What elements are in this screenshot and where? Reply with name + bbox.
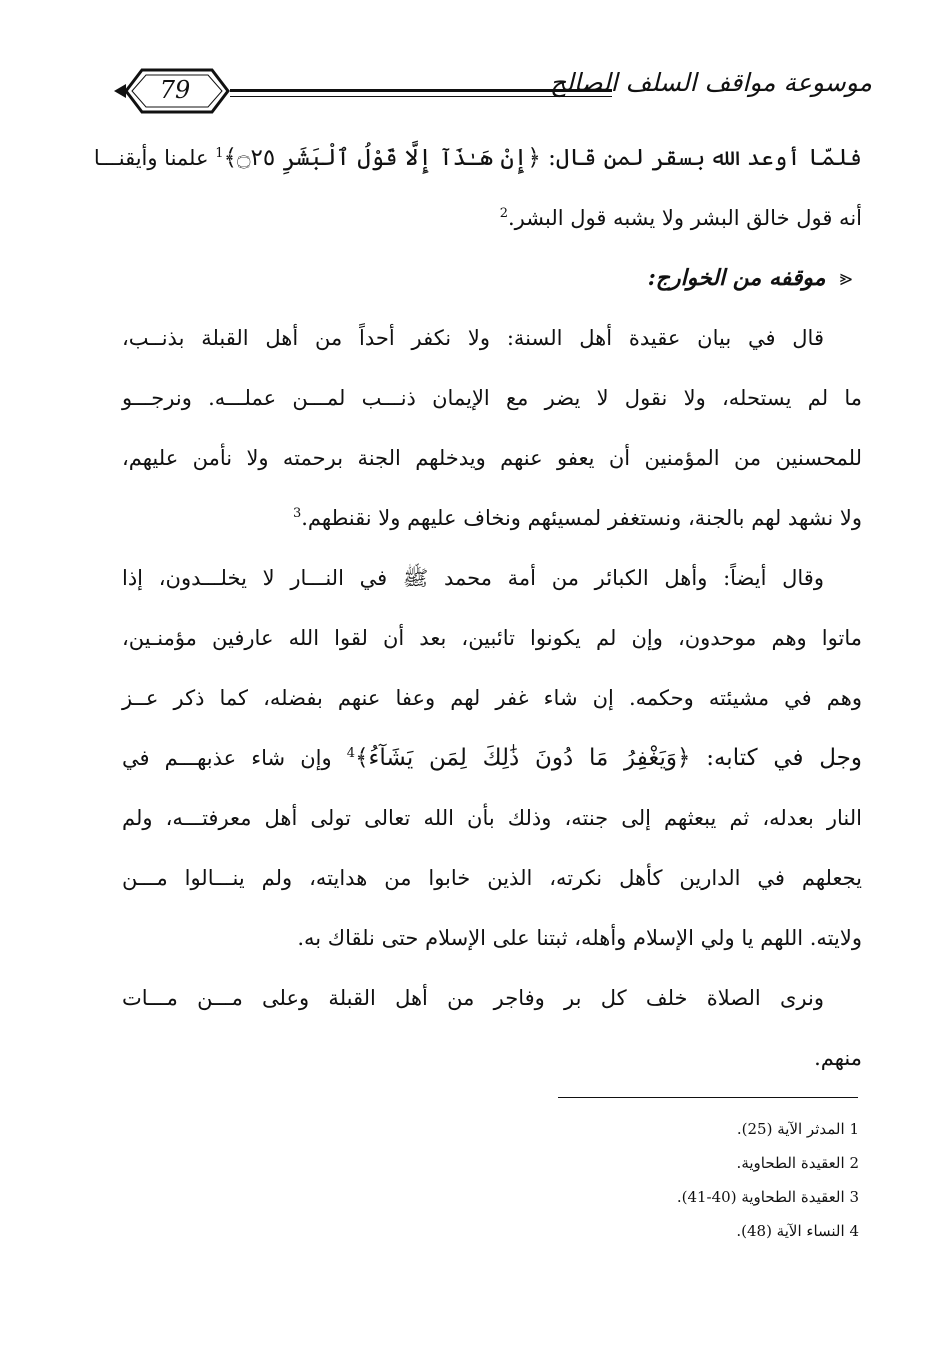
footnote-item: 2 العقيدة الطحاوية. bbox=[736, 1154, 859, 1172]
text-line-6: ولا نشهد لهم بالجنة، ونستغفر لمسيئهم ونخاف عليهم ولا نقنطهم.$^3$ bbox=[292, 506, 862, 530]
text-line-3: قال في بيان عقيدة أهل السنة: ولا نكفر أحداً من أهل القبلة بذنــب، bbox=[122, 326, 824, 350]
footnote-item: 3 العقيدة الطحاوية (40-41). bbox=[676, 1188, 859, 1206]
footnotes bbox=[459, 1112, 859, 1248]
text-line-5: للمحسنين من المؤمنين أن يعفو عنهم ويدخلهم الجنة برحمته ولا نأمن عليهم، bbox=[122, 446, 862, 470]
page-header bbox=[112, 62, 872, 120]
text-line-1: فلمّا أوعد الله بسقر لمن قال: ﴿إِنْ هَـٰذَآ إِلَّا قَوْلُ ٱلْبَشَرِ ۝٢٥﴾$^1$ علمنا وأيقنـــا bbox=[93, 145, 862, 171]
footnote-item: 1 المدثر الآية (25). bbox=[736, 1120, 859, 1138]
text-line-14: ونرى الصلاة خلف كل بر وفاجر من أهل القبلة وعلى مـــن مـــات bbox=[122, 986, 824, 1010]
text-line-15: منهم. bbox=[814, 1046, 862, 1070]
text-line-11: النار بعدله، ثم يبعثهم إلى جنته، وذلك بأن الله تعالى تولى أهل معرفتـــه، ولم bbox=[122, 806, 862, 830]
text-line-4: ما لم يستحله، ولا نقول لا يضر مع الإيمان ذنـــب لمـــن عملـــه. ونرجـــو bbox=[122, 386, 862, 410]
section-heading: ⪡موقفه من الخوارج: bbox=[647, 265, 852, 291]
text-line-10: وجل في كتابه: ﴿وَيَغْفِرُ مَا دُونَ ذَٰلِكَ لِمَن يَشَآءُ﴾$^4$ وإن شاء عذبهـــم في bbox=[122, 745, 862, 771]
page-number: 79 bbox=[159, 76, 191, 104]
text-line-12: يجعلهم في الدارين كأهل نكرته، الذين خابوا من هدايته، ولم ينـــالوا مـــن bbox=[122, 866, 862, 890]
footnote-separator bbox=[558, 1097, 858, 1098]
arrow-bullet-icon: ⪡ bbox=[839, 266, 852, 291]
text-line-2: أنه قول خالق البشر ولا يشبه قول البشر.$^2$ bbox=[499, 206, 862, 230]
text-line-9: وهم في مشيئته وحكمه. إن شاء غفر لهم وعفا عنهم بفضله، كما ذكر عــز bbox=[122, 686, 862, 710]
text-line-7: وقال أيضاً: وأهل الكبائر من أمة محمد ﷺ في النـــار لا يخلـــدون، إذا bbox=[122, 566, 824, 590]
footnote-item: 4 النساء الآية (48). bbox=[736, 1222, 859, 1240]
body-text bbox=[93, 128, 862, 1088]
running-title: موسوعة مواقف السلف الصالح bbox=[549, 68, 872, 97]
text-line-13: ولايته. اللهم يا ولي الإسلام وأهله، ثبتنا على الإسلام حتى نلقاك به. bbox=[297, 926, 862, 950]
text-line-8: ماتوا وهم موحدون، وإن لم يكونوا تائبين، بعد أن لقوا الله عارفين مؤمنـين، bbox=[122, 626, 862, 650]
